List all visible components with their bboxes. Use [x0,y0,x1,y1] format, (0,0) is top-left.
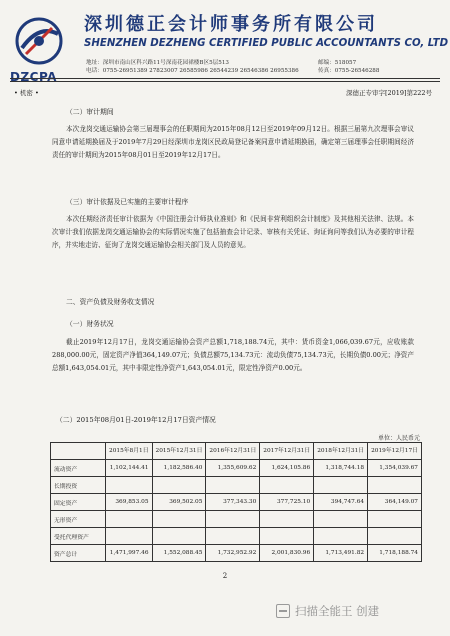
period-paragraph: 本次龙岗交通运输协会第三届理事会的任职期间为2015年08月12日至2019年09月12日。根据三届第九次理事会审议同意申请延期换届及于2019年7月29日经深圳市龙岗区民政局登记备案同意申请延期换届，确定第三届理事会任职期间经济责任的审计期间为2015年08月01日至2019年12月17日。 [52,125,414,160]
table-cell: 377,343.30 [206,494,260,511]
table-cell [368,528,422,545]
table-header-cell: 2016年12月31日 [206,443,260,460]
table-cell: 无形资产 [51,511,106,528]
table-cell: 1,732,952.92 [206,545,260,562]
table-cell: 1,471,997.46 [106,545,153,562]
table-cell [206,511,260,528]
section-basis-heading: （三）审计依据及已实施的主要审计程序 [66,198,189,206]
logo-text: DZCPA [10,70,57,84]
table-cell [106,511,153,528]
table-cell [152,477,206,494]
section-period-heading: （二）审计期间 [66,108,114,116]
table-cell: 1,354,039.67 [368,460,422,477]
financial-paragraph: 截止2019年12月17日，龙岗交通运输协会资产总额1,718,188.74元，其中：货币资金1,066,039.67元，应收账款288,000.00元，固定资产净值364,149.07元；负债总额75,134.73元：流动负债75,134.73元，长期负债0.00元；净资产总额1,643,054.01元，其中非限定性净资产1,643,054.01元，限定性净资产0.00元。 [52,338,414,373]
table-cell [260,528,314,545]
table-cell [314,528,368,545]
financial-status-heading: （一）财务状况 [66,320,114,328]
asset-table-heading: （二）2015年08月01日-2019年12月17日资产情况 [56,416,216,424]
table-cell: 1,713,491.82 [314,545,368,562]
table-row [51,528,422,545]
table-cell: 1,552,088.45 [152,545,206,562]
watermark-text: 扫描全能王 创建 [295,604,380,618]
table-cell: 流动资产 [51,460,106,477]
table-cell: 394,747.64 [314,494,368,511]
table-cell [152,528,206,545]
table-cell [106,477,153,494]
firm-logo [12,14,66,68]
table-header-row [51,443,422,460]
table-cell: 资产总计 [51,545,106,562]
table-cell: 1,624,105.86 [260,460,314,477]
table-header-cell: 2015年8月1日 [106,443,153,460]
scanner-icon [276,604,290,618]
table-header-cell: 2017年12月31日 [260,443,314,460]
table-cell [368,477,422,494]
section-two-heading: 二、资产负债及财务收支情况 [66,298,155,306]
table-cell: 364,149.07 [368,494,422,511]
table-header-cell: 2019年12月17日 [368,443,422,460]
table-cell [206,477,260,494]
table-cell [106,528,153,545]
firm-name-cn: 深圳德正会计师事务所有限公司 [84,14,378,35]
table-header-cell [51,443,106,460]
table-cell [152,511,206,528]
table-cell [206,528,260,545]
table-cell [314,477,368,494]
confidential-label: • 机密 • [14,89,39,97]
table-cell: 1,182,586.40 [152,460,206,477]
table-cell [368,511,422,528]
table-row [51,494,422,511]
table-cell: 377,725.10 [260,494,314,511]
firm-name-en: SHENZHEN DEZHENG CERTIFIED PUBLIC ACCOUNTANTS CO, LTD [84,38,449,49]
table-row [51,477,422,494]
table-header-cell: 2015年12月31日 [152,443,206,460]
table-header-cell: 2018年12月31日 [314,443,368,460]
scanner-watermark [276,603,379,619]
table-cell: 2,001,830.96 [260,545,314,562]
table-cell: 1,718,188.74 [368,545,422,562]
table-cell: 369,853.05 [106,494,153,511]
table-cell: 1,318,744.18 [314,460,368,477]
document-number: 深德正专审字[2019]第222号 [345,89,432,97]
table-cell: 固定资产 [51,494,106,511]
firm-phone: 电话：0755-26951389 27823007 26585986 26544239 26546386 26955386 [86,68,299,74]
table-cell [260,477,314,494]
page-number: 2 [222,572,228,580]
table-row [51,511,422,528]
header-divider [10,78,440,79]
table-row [51,460,422,477]
basis-paragraph: 本次任期经济责任审计依据为《中国注册会计师执业准则》和《民间非营利组织会计制度》及其他相关法律、法规。本次审计我们依据龙岗交通运输协会的实际情况实施了包括抽查会计记录、审核有关凭证、询证询问等我们认为必要的审计程序，并实地走访、征询了龙岗交通运输协会相关部门及人员的意见。 [52,215,414,250]
table-cell: 1,355,609.62 [206,460,260,477]
firm-postcode: 邮编：518057 [318,60,357,66]
table-cell: 受托代理资产 [51,528,106,545]
unit-label: 单位：人民币元 [377,435,420,442]
table-cell: 长期投资 [51,477,106,494]
table-cell [260,511,314,528]
firm-address: 地址：深圳市南山区科兴路11号深南花园裙楼B区5层513 [86,60,229,66]
table-cell [314,511,368,528]
firm-fax: 传真：0755-26546288 [318,68,380,74]
table-cell: 369,502.05 [152,494,206,511]
asset-table [50,442,422,562]
header-divider-thin [10,81,440,82]
table-cell: 1,102,144.41 [106,460,153,477]
table-row [51,545,422,562]
